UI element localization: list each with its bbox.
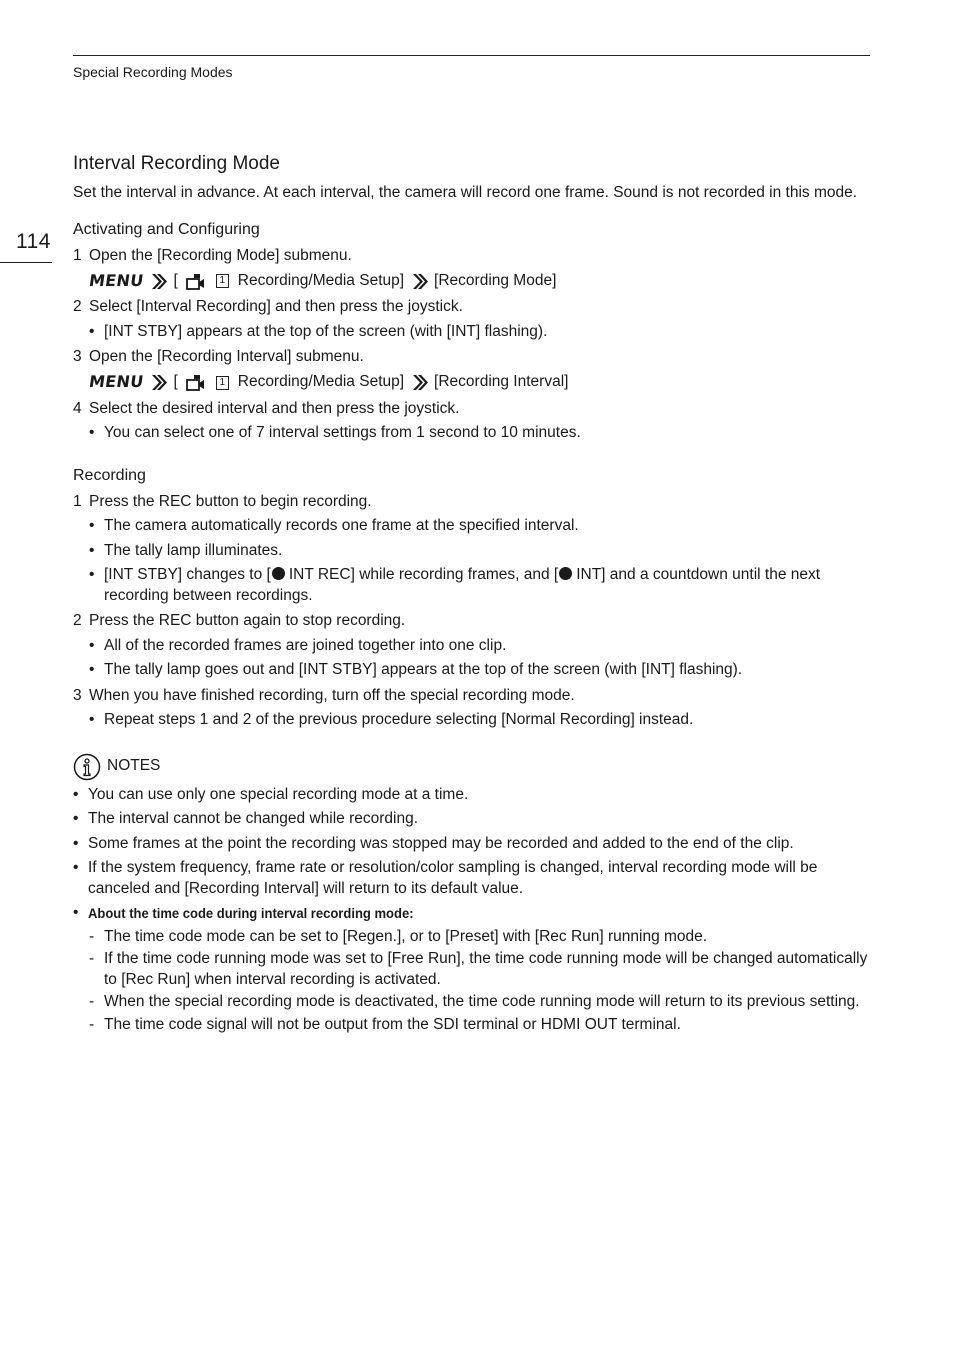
step-number: 2 — [73, 298, 82, 315]
step-text: Press the REC button again to stop recording. — [89, 612, 406, 629]
menu-page-number: 1 — [216, 376, 229, 390]
note-item — [73, 834, 870, 855]
step-text: Press the REC button to begin recording. — [89, 492, 372, 510]
bullet-glyph: • — [89, 541, 95, 559]
bullet-text: Repeat steps 1 and 2 of the previous procedure selecting [Normal Recording] instead. — [104, 711, 694, 728]
menu-setup-label: Recording/Media Setup] — [237, 271, 405, 289]
activating-step-1 — [73, 246, 870, 267]
bullet-glyph: • — [89, 566, 95, 583]
bullet-item — [73, 322, 870, 343]
menu-path-recording-mode — [73, 270, 870, 292]
recording-step-2 — [73, 611, 870, 632]
step-text: Open the [Recording Mode] submenu. — [89, 246, 352, 264]
step-number: 3 — [73, 348, 82, 365]
bullet-text: All of the recorded frames are joined together into one clip. — [104, 636, 507, 654]
sub-item — [73, 992, 870, 1013]
menu-target-label: [Recording Interval] — [434, 373, 569, 391]
bullet-glyph: • — [89, 517, 95, 534]
menu-label: MENU — [87, 270, 145, 290]
bullet-glyph: • — [73, 785, 79, 803]
bullet-glyph: • — [89, 711, 95, 728]
recording-step-1 — [73, 492, 870, 513]
bracket-open: [ — [173, 373, 178, 391]
note-text: If the system frequency, frame rate or resolution/color sampling is changed, interval recording mode will be canceled and [Recording Interval] will return to its default value. — [88, 859, 818, 897]
sub-text: The time code signal will not be output from the SDI terminal or HDMI OUT terminal. — [104, 1015, 681, 1033]
step-number: 2 — [73, 612, 82, 629]
double-chevron-right-icon — [150, 273, 167, 290]
note-text: The interval cannot be changed while recording. — [88, 810, 419, 827]
sub-text: When the special recording mode is deactivated, the time code running mode will return to its previous setting. — [104, 993, 860, 1010]
double-chevron-right-icon — [150, 374, 167, 391]
bullet-glyph: • — [73, 859, 79, 876]
note-text: Some frames at the point the recording was stopped may be recorded and added to the end of the clip. — [88, 834, 794, 852]
text-fragment: [INT STBY] changes to [ — [104, 566, 271, 583]
menu-path-recording-interval — [73, 372, 870, 394]
note-text: You can use only one special recording mode at a time. — [88, 785, 469, 803]
bullet-glyph: • — [89, 636, 95, 654]
recording-heading: Recording — [73, 466, 146, 484]
step-text: Select [Interval Recording] and then press the joystick. — [89, 298, 463, 315]
text-fragment: INT] and a countdown until the next recording between recordings. — [104, 566, 821, 604]
step-text: Select the desired interval and then press the joystick. — [89, 399, 460, 417]
sub-item — [73, 927, 870, 948]
page-number-rule — [0, 262, 52, 263]
activating-heading: Activating and Configuring — [73, 220, 260, 238]
recording-step-3 — [73, 686, 870, 707]
activating-step-3 — [73, 347, 870, 368]
bullet-item — [73, 516, 870, 537]
bullet-text: You can select one of 7 interval settings from 1 second to 10 minutes. — [104, 424, 581, 441]
activating-step-2 — [73, 297, 870, 318]
activating-step-4 — [73, 399, 870, 420]
sub-text: The time code mode can be set to [Regen.], or to [Preset] with [Rec Run] running mode. — [104, 927, 708, 945]
page-content — [73, 150, 870, 1035]
bullet-item — [73, 710, 870, 731]
bullet-text: The tally lamp illuminates. — [104, 541, 283, 559]
bullet-glyph: • — [89, 322, 95, 340]
sub-item — [73, 949, 870, 990]
bullet-glyph: • — [73, 834, 79, 852]
bullet-item — [73, 636, 870, 657]
notes-title: NOTES — [107, 757, 161, 775]
bullet-text: The tally lamp goes out and [INT STBY] appears at the top of the screen (with [INT] flashing). — [104, 661, 743, 678]
menu-page-number: 1 — [216, 274, 229, 288]
step-number: 3 — [73, 686, 82, 704]
note-item — [73, 785, 870, 806]
page-number: 114 — [16, 230, 51, 253]
bracket-open: [ — [173, 271, 178, 289]
camera-setup-icon — [186, 374, 206, 391]
step-text: Open the [Recording Interval] submenu. — [89, 348, 364, 365]
dash-glyph: - — [89, 950, 95, 967]
bullet-item — [73, 541, 870, 562]
section-title: Interval Recording Mode — [73, 153, 280, 174]
time-code-heading: About the time code during interval recording mode: — [88, 905, 414, 921]
step-number: 1 — [73, 492, 82, 510]
dash-glyph: - — [89, 993, 95, 1010]
section-intro: Set the interval in advance. At each interval, the camera will record one frame. Sound is not recorded in this mode. — [73, 184, 858, 201]
bullet-text: [INT STBY] appears at the top of the screen (with [INT] flashing). — [104, 322, 548, 340]
bullet-text: The camera automatically records one frame at the specified interval. — [104, 517, 579, 534]
dash-glyph: - — [89, 1015, 95, 1033]
record-dot-icon — [272, 567, 285, 580]
menu-label: MENU — [87, 372, 145, 392]
menu-setup-label: Recording/Media Setup] — [237, 373, 405, 391]
bullet-item — [73, 565, 870, 606]
notes-heading — [73, 753, 870, 781]
note-item — [73, 858, 870, 899]
sub-item — [73, 1015, 870, 1036]
bullet-glyph: • — [89, 661, 95, 678]
menu-target-label: [Recording Mode] — [434, 271, 557, 289]
dash-glyph: - — [89, 927, 95, 945]
running-header: Special Recording Modes — [73, 64, 233, 80]
bullet-item — [73, 423, 870, 444]
step-number: 4 — [73, 399, 82, 417]
bullet-glyph: • — [73, 810, 79, 827]
bullet-item — [73, 660, 870, 681]
step-text: When you have finished recording, turn off the special recording mode. — [89, 686, 575, 704]
bullet-glyph: • — [89, 424, 95, 441]
bullet-glyph: • — [73, 904, 79, 921]
double-chevron-right-icon — [411, 374, 428, 391]
camera-setup-icon — [186, 273, 206, 290]
text-fragment: INT REC] while recording frames, and [ — [288, 566, 559, 583]
info-icon — [73, 753, 101, 781]
double-chevron-right-icon — [411, 273, 428, 290]
header-rule — [73, 55, 870, 56]
note-item-time-code — [73, 903, 870, 925]
sub-text: If the time code running mode was set to [Free Run], the time code running mode will be changed automatically to [Rec Run] when interval recording is activated. — [104, 950, 868, 988]
bullet-text — [104, 565, 870, 606]
record-dot-icon — [559, 567, 572, 580]
note-item — [73, 809, 870, 830]
step-number: 1 — [73, 246, 82, 264]
